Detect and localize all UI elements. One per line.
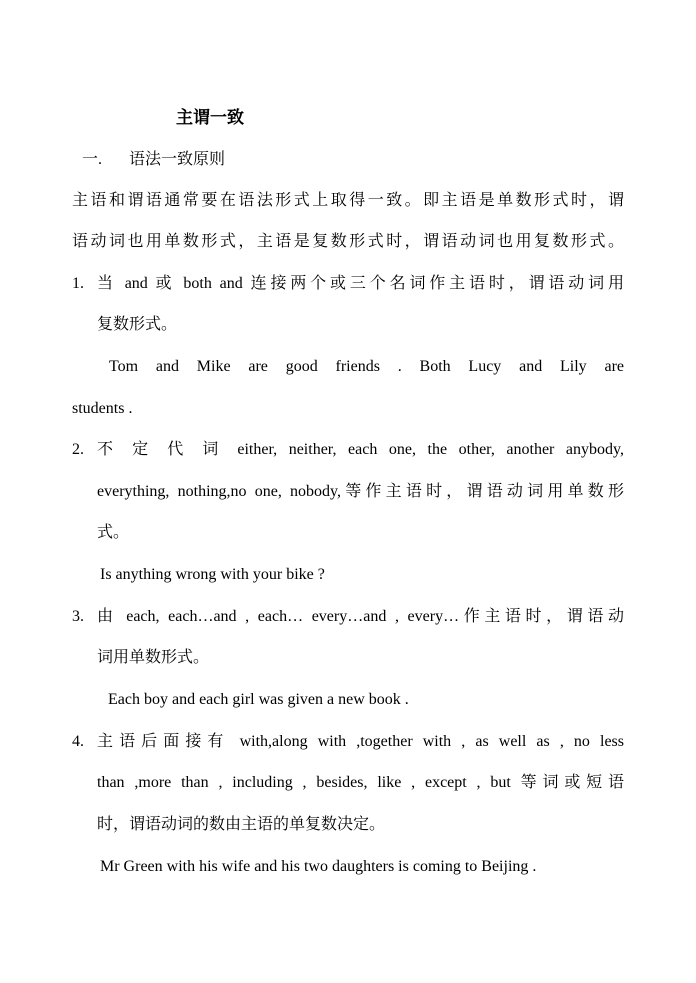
intro-line-1: 主语和谓语通常要在语法形式上取得一致。即主语是单数形式时，谓 [72,192,624,209]
rule-text: 不 定 代 词 either, neither, each one, the other, another anybody, [97,441,624,458]
rule-text: 由 each, each…and , each… every…and , every…作主语时，谓语动 [97,608,624,625]
example-sentence: Mr Green with his wife and his two daughters is coming to Beijing . [100,858,537,875]
rule-text: 主语后面接有 with,along with ,together with , as well as , no less [97,733,624,750]
example-sentence: students . [72,400,133,417]
rule-text: than ,more than , including , besides, like , except , but 等词或短语 [97,774,624,791]
example-sentence: Each boy and each girl was given a new book . [108,691,409,708]
section-number: 一. [82,151,103,168]
rule-number: 4. [72,733,84,750]
rule-number: 3. [72,608,84,625]
rule-text: 复数形式。 [97,316,178,333]
rule-text: everything, nothing,no one, nobody,等作主语时，谓语动词用单数形 [97,483,624,500]
intro-line-2: 语动词也用单数形式，主语是复数形式时，谓语动词也用复数形式。 [72,233,624,250]
rule-text: 当 and 或 both and 连接两个或三个名词作主语时，谓语动词用 [97,275,624,292]
section-heading: 语法一致原则 [129,151,226,168]
rule-text: 词用单数形式。 [97,649,210,666]
rule-text: 时，谓语动词的数由主语的单复数决定。 [97,816,386,833]
rule-text: 式。 [97,524,130,541]
rule-number: 1. [72,275,84,292]
rule-number: 2. [72,441,84,458]
page-title: 主谓一致 [176,108,244,127]
example-sentence: Tom and Mike are good friends . Both Lucy and Lily are [109,358,624,375]
example-sentence: Is anything wrong with your bike ? [100,566,325,583]
